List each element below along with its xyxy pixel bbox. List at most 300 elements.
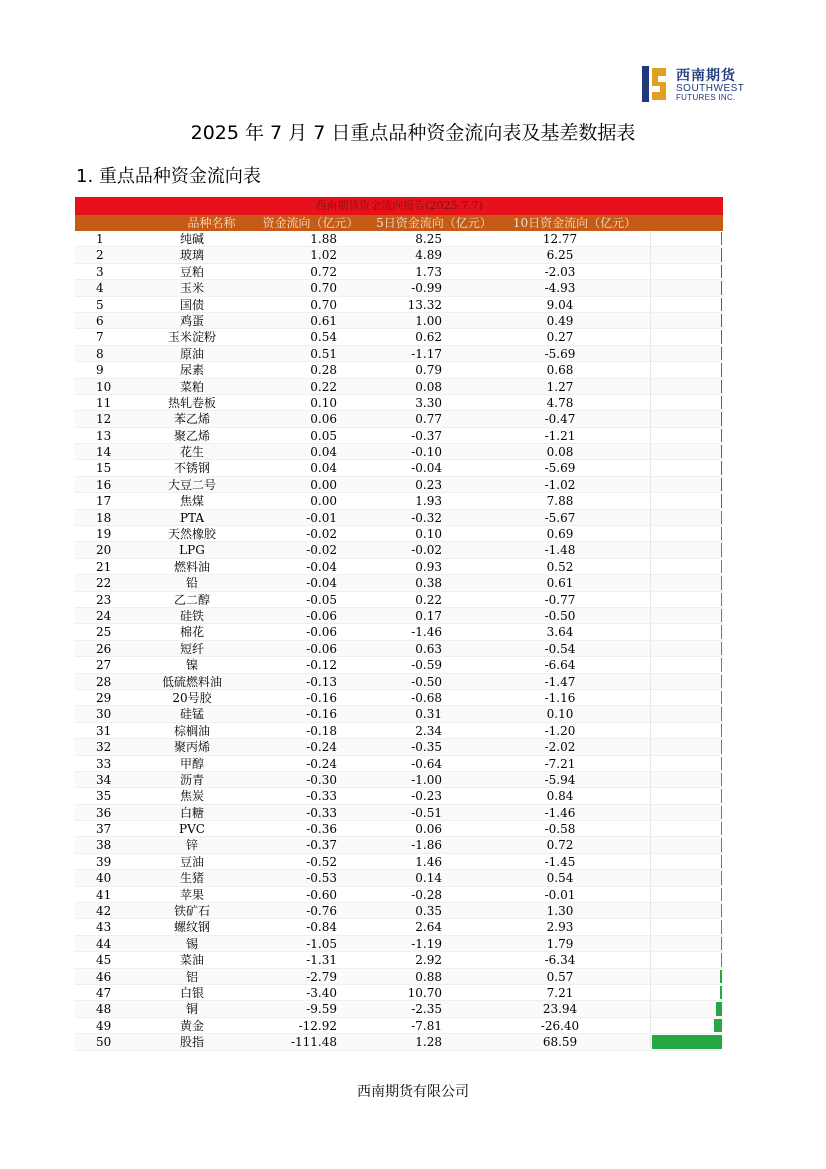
- row-flow-bar-cell: [650, 723, 723, 738]
- row-flow-bar-cell: [650, 821, 723, 836]
- row-flow: -0.60: [306, 887, 337, 902]
- row-flow-bar-cell: [650, 346, 723, 361]
- table-row: [75, 674, 723, 690]
- row-index: 50: [96, 1035, 112, 1050]
- row-flow-5d: 2.92: [415, 953, 442, 968]
- row-flow-bar: [721, 707, 722, 720]
- row-flow-10d: -0.47: [544, 412, 576, 427]
- row-flow-bar-cell: [650, 919, 723, 934]
- row-flow-bar-cell: [650, 264, 723, 279]
- row-name: 玉米: [179, 281, 204, 296]
- row-flow-bar-cell: [650, 592, 723, 607]
- row-flow-bar: [721, 937, 722, 950]
- row-index: 5: [96, 297, 104, 312]
- table-row: [75, 969, 723, 985]
- row-flow-10d: -2.02: [544, 740, 576, 755]
- row-flow-10d: -26.40: [540, 1018, 580, 1033]
- row-flow: 0.51: [310, 346, 337, 361]
- row-flow-bar-cell: [650, 854, 723, 869]
- table-row: [75, 608, 723, 624]
- row-name: 硅锰: [179, 707, 204, 722]
- row-flow-bar-cell: [650, 985, 723, 1000]
- row-flow-10d: 3.64: [546, 625, 574, 640]
- row-flow-bar-cell: [650, 1001, 723, 1016]
- row-flow: -0.84: [306, 920, 337, 935]
- table-row: [75, 887, 723, 903]
- row-flow-bar-cell: [650, 624, 723, 639]
- document-title: 2025 年 7 月 7 日重点品种资金流向表及基差数据表: [190, 122, 636, 144]
- row-name: 不锈钢: [173, 461, 210, 476]
- row-flow: -0.13: [306, 674, 337, 689]
- row-flow-5d: 0.35: [415, 904, 442, 919]
- row-flow-bar: [721, 609, 722, 622]
- row-name: 菜油: [179, 953, 204, 968]
- row-flow: -9.59: [306, 1002, 337, 1017]
- row-flow-bar-cell: [650, 510, 723, 525]
- row-flow: -111.48: [290, 1035, 337, 1050]
- row-flow-10d: 0.69: [546, 527, 574, 542]
- table-row: [75, 1018, 723, 1034]
- row-name: 玻璃: [179, 248, 204, 263]
- row-index: 20: [96, 543, 112, 558]
- row-name: 白糖: [179, 805, 204, 820]
- row-flow-bar: [721, 298, 722, 311]
- row-flow-bar: [721, 330, 722, 343]
- row-flow-bar: [721, 380, 722, 393]
- row-flow-5d: 1.28: [415, 1035, 442, 1050]
- row-flow: 0.70: [310, 297, 337, 312]
- row-flow-bar: [721, 724, 722, 737]
- row-index: 25: [96, 625, 112, 640]
- row-index: 8: [96, 346, 104, 361]
- row-flow: 0.04: [310, 461, 337, 476]
- row-flow-bar: [721, 232, 722, 245]
- row-name: 铁矿石: [173, 904, 210, 919]
- row-index: 29: [96, 690, 112, 705]
- table-row: [75, 641, 723, 657]
- row-flow-10d: -0.58: [544, 822, 576, 837]
- row-flow-5d: 1.46: [415, 854, 442, 869]
- row-flow: 0.04: [310, 445, 337, 460]
- row-flow-5d: 3.30: [415, 395, 442, 410]
- table-row: [75, 723, 723, 739]
- row-index: 30: [96, 707, 112, 722]
- row-name: PTA: [179, 510, 205, 525]
- row-flow-bar-cell: [650, 297, 723, 312]
- row-flow-5d: 0.63: [415, 641, 442, 656]
- row-flow-bar-cell: [650, 1018, 723, 1033]
- row-flow-10d: 0.54: [546, 871, 574, 886]
- row-flow-bar-cell: [650, 379, 723, 394]
- table-row: [75, 690, 723, 706]
- row-flow-10d: -1.46: [544, 805, 576, 820]
- row-index: 43: [96, 920, 112, 935]
- row-flow: -0.36: [306, 822, 337, 837]
- row-flow-bar-cell: [650, 657, 723, 672]
- header-flow-5d: 5日资金流向（亿元）: [376, 216, 492, 230]
- row-name: 焦炭: [179, 789, 204, 804]
- table-row: [75, 379, 723, 395]
- row-index: 23: [96, 592, 112, 607]
- row-index: 41: [96, 887, 112, 902]
- table-row: [75, 936, 723, 952]
- row-index: 40: [96, 871, 112, 886]
- row-name: 国债: [179, 297, 204, 312]
- row-flow-10d: 1.27: [546, 379, 574, 394]
- row-flow-bar-cell: [650, 674, 723, 689]
- row-name: 锌: [185, 838, 198, 853]
- row-flow-10d: 7.21: [546, 985, 574, 1000]
- row-name: 菜粕: [179, 379, 204, 394]
- row-flow-bar: [721, 658, 722, 671]
- row-flow-10d: 12.77: [542, 232, 578, 246]
- row-flow-10d: 0.27: [546, 330, 574, 345]
- row-flow-5d: -2.35: [411, 1002, 442, 1017]
- row-flow-bar: [721, 757, 722, 770]
- table-row: [75, 297, 723, 313]
- row-flow-5d: 0.06: [415, 822, 442, 837]
- table-header: [75, 215, 723, 231]
- row-flow-10d: 2.93: [546, 920, 574, 935]
- table-row: [75, 280, 723, 296]
- row-flow-5d: 1.00: [415, 313, 442, 328]
- row-flow-bar-cell: [650, 477, 723, 492]
- row-index: 10: [96, 379, 112, 394]
- row-flow-bar-cell: [650, 837, 723, 852]
- row-name: 沥青: [179, 772, 204, 787]
- fund-flow-table: [75, 197, 723, 1051]
- row-name: 低硫燃料油: [161, 674, 222, 689]
- row-flow-bar-cell: [650, 706, 723, 721]
- row-flow-10d: 4.78: [546, 395, 574, 410]
- row-flow-bar: [721, 838, 722, 851]
- row-flow-bar: [721, 691, 722, 704]
- row-flow-5d: -1.00: [411, 772, 442, 787]
- table-row: [75, 837, 723, 853]
- row-name: 苹果: [179, 887, 204, 902]
- row-flow-5d: 0.08: [415, 379, 442, 394]
- row-flow-bar-cell: [650, 887, 723, 902]
- row-flow-5d: 0.10: [415, 527, 442, 542]
- table-row: [75, 870, 723, 886]
- row-flow: -0.16: [306, 707, 337, 722]
- row-index: 48: [96, 1002, 112, 1017]
- row-flow: -3.40: [306, 985, 337, 1000]
- row-index: 6: [96, 313, 104, 328]
- row-flow-10d: -2.03: [544, 264, 576, 279]
- row-flow: -0.24: [306, 740, 337, 755]
- row-flow: -1.31: [306, 953, 337, 968]
- row-flow-10d: -0.54: [544, 641, 576, 656]
- row-index: 28: [96, 674, 112, 689]
- row-flow-10d: -5.67: [544, 510, 576, 525]
- row-index: 14: [96, 445, 112, 460]
- row-name: 苯乙烯: [173, 412, 210, 427]
- row-flow-10d: 0.08: [546, 445, 574, 460]
- row-index: 22: [96, 576, 112, 591]
- row-flow-10d: -4.93: [544, 281, 576, 296]
- row-flow-bar: [721, 248, 722, 261]
- table-row: [75, 542, 723, 558]
- row-flow-5d: -1.19: [411, 936, 442, 951]
- row-name: 燃料油: [173, 559, 210, 574]
- row-flow: 0.28: [310, 363, 337, 378]
- row-index: 32: [96, 740, 112, 755]
- row-flow-bar-cell: [650, 936, 723, 951]
- row-index: 15: [96, 461, 112, 476]
- table-row: [75, 756, 723, 772]
- row-flow-10d: -1.48: [544, 543, 576, 558]
- table-row: [75, 919, 723, 935]
- row-flow-bar-cell: [650, 362, 723, 377]
- row-flow-bar: [721, 396, 722, 409]
- section-title: 1. 重点品种资金流向表: [76, 166, 261, 187]
- table-row: [75, 460, 723, 476]
- row-index: 27: [96, 658, 112, 673]
- row-name: 豆粕: [179, 264, 204, 279]
- row-flow-bar-cell: [650, 969, 723, 984]
- row-flow-10d: -1.02: [544, 477, 576, 492]
- row-flow-5d: -1.17: [411, 346, 442, 361]
- row-flow-5d: 4.89: [415, 248, 442, 263]
- row-flow-bar: [721, 363, 722, 376]
- row-index: 31: [96, 723, 112, 738]
- table-row: [75, 772, 723, 788]
- row-flow-10d: 0.10: [546, 707, 574, 722]
- logo-name-en-sub: FUTURES INC.: [676, 93, 736, 102]
- row-flow-10d: -1.16: [544, 690, 576, 705]
- row-flow: -0.30: [306, 772, 337, 787]
- row-flow: 0.72: [310, 264, 337, 279]
- row-name: 铝: [185, 969, 198, 984]
- row-flow-5d: -1.86: [411, 838, 442, 853]
- row-flow-5d: -0.59: [411, 658, 442, 673]
- row-flow-bar-cell: [650, 903, 723, 918]
- row-flow-bar: [721, 543, 722, 556]
- row-flow-5d: 1.73: [415, 264, 442, 279]
- row-name: 硅铁: [179, 608, 204, 623]
- row-flow-5d: -0.68: [411, 690, 442, 705]
- row-flow-10d: -5.69: [544, 346, 576, 361]
- row-flow-5d: -0.51: [411, 805, 442, 820]
- row-flow-10d: -1.21: [544, 428, 576, 443]
- row-flow-bar-cell: [650, 870, 723, 885]
- row-flow-5d: -0.64: [411, 756, 442, 771]
- row-flow-bar-cell: [650, 313, 723, 328]
- logo-name-en: SOUTHWEST: [676, 83, 745, 94]
- row-name: 铜: [185, 1002, 198, 1017]
- row-flow-bar: [721, 347, 722, 360]
- row-flow-10d: -1.47: [544, 674, 576, 689]
- row-flow-bar-cell: [650, 772, 723, 787]
- table-row: [75, 592, 723, 608]
- table-row: [75, 1001, 723, 1017]
- row-flow-10d: -0.77: [544, 592, 576, 607]
- row-flow-10d: 9.04: [546, 297, 574, 312]
- row-flow-5d: 8.25: [415, 232, 442, 246]
- row-flow: -0.04: [306, 576, 337, 591]
- row-flow-bar-cell: [650, 526, 723, 541]
- row-flow-bar-cell: [650, 608, 723, 623]
- row-flow-5d: -0.32: [411, 510, 442, 525]
- row-flow-5d: 13.32: [407, 297, 442, 312]
- row-flow: -0.18: [306, 723, 337, 738]
- row-flow-10d: 0.57: [546, 969, 574, 984]
- row-flow: 0.61: [310, 313, 337, 328]
- row-name: 20号胶: [172, 690, 212, 705]
- row-index: 24: [96, 608, 112, 623]
- row-flow-bar-cell: [650, 460, 723, 475]
- row-flow-bar: [721, 576, 722, 589]
- row-flow-bar-cell: [650, 952, 723, 967]
- table-caption: 西南期货资金流向报告(2025.7.7): [75, 197, 723, 215]
- row-flow-5d: 2.64: [415, 920, 442, 935]
- row-index: 11: [96, 395, 112, 410]
- row-flow: -12.92: [298, 1018, 337, 1033]
- table-row: [75, 985, 723, 1001]
- row-name: LPG: [179, 543, 205, 558]
- row-name: PVC: [179, 822, 205, 837]
- table-row: [75, 411, 723, 427]
- row-flow-bar-cell: [650, 428, 723, 443]
- row-flow-bar: [721, 527, 722, 540]
- row-flow-bar-cell: [650, 329, 723, 344]
- row-flow: 0.10: [310, 395, 337, 410]
- row-flow-bar-cell: [650, 559, 723, 574]
- row-name: 天然橡胶: [167, 527, 216, 542]
- row-name: 焦煤: [179, 494, 204, 509]
- row-name: 尿素: [179, 363, 204, 378]
- row-index: 36: [96, 805, 112, 820]
- row-flow-bar-cell: [650, 280, 723, 295]
- row-flow-bar: [721, 806, 722, 819]
- row-flow: 1.88: [310, 232, 337, 246]
- row-flow-10d: -6.34: [544, 953, 576, 968]
- row-index: 19: [96, 527, 112, 542]
- row-flow-bar: [721, 822, 722, 835]
- table-row: [75, 854, 723, 870]
- row-flow-bar: [721, 511, 722, 524]
- row-index: 42: [96, 904, 112, 919]
- row-flow: -0.52: [306, 854, 337, 869]
- row-index: 46: [96, 969, 112, 984]
- row-name: 玉米淀粉: [167, 330, 216, 345]
- row-flow-5d: -7.81: [411, 1018, 442, 1033]
- row-flow-bar: [721, 642, 722, 655]
- row-flow-10d: 0.61: [546, 576, 574, 591]
- row-flow-5d: 0.88: [415, 969, 442, 984]
- row-flow-10d: -1.45: [544, 854, 576, 869]
- table-row: [75, 395, 723, 411]
- row-flow-5d: -0.10: [411, 445, 442, 460]
- row-index: 47: [96, 985, 112, 1000]
- row-flow-bar-cell: [650, 1034, 723, 1049]
- row-flow-bar: [721, 675, 722, 688]
- row-flow-10d: 0.52: [546, 559, 574, 574]
- row-flow-bar: [721, 560, 722, 573]
- row-flow-bar: [721, 871, 722, 884]
- row-flow-bar-cell: [650, 542, 723, 557]
- row-index: 7: [96, 330, 104, 345]
- row-flow-bar-cell: [650, 739, 723, 754]
- header-flow: 资金流向（亿元）: [262, 216, 359, 230]
- row-flow-bar: [721, 445, 722, 458]
- row-flow-10d: -0.01: [544, 887, 576, 902]
- row-flow-5d: 0.93: [415, 559, 442, 574]
- row-flow: -0.01: [306, 510, 337, 525]
- row-index: 49: [96, 1018, 112, 1033]
- row-flow: 0.54: [310, 330, 337, 345]
- table-row: [75, 313, 723, 329]
- row-name: 热轧卷板: [167, 395, 216, 410]
- row-flow: -0.33: [306, 805, 337, 820]
- row-flow-5d: 0.62: [415, 330, 442, 345]
- table-row: [75, 264, 723, 280]
- row-flow-5d: -0.35: [411, 740, 442, 755]
- row-flow-5d: 0.31: [415, 707, 442, 722]
- row-flow-bar-cell: [650, 395, 723, 410]
- row-name: 原油: [179, 346, 204, 361]
- row-flow-bar-cell: [650, 231, 723, 246]
- row-flow-10d: -6.64: [544, 658, 576, 673]
- row-flow: 1.02: [310, 248, 337, 263]
- row-index: 2: [96, 248, 104, 263]
- company-logo: [640, 62, 760, 106]
- row-flow: 0.22: [310, 379, 337, 394]
- row-flow-5d: 0.23: [415, 477, 442, 492]
- table-row: [75, 903, 723, 919]
- row-flow: -0.05: [306, 592, 337, 607]
- row-flow-bar-cell: [650, 493, 723, 508]
- row-flow-10d: 0.84: [546, 789, 574, 804]
- row-flow-10d: 68.59: [542, 1035, 578, 1050]
- row-flow: 0.00: [310, 494, 337, 509]
- row-flow-10d: 1.30: [546, 904, 574, 919]
- row-flow-bar: [652, 1035, 722, 1048]
- row-name: 短纤: [179, 641, 204, 656]
- row-flow: 0.00: [310, 477, 337, 492]
- table-row: [75, 575, 723, 591]
- row-flow-10d: -5.94: [544, 772, 576, 787]
- row-flow: -0.16: [306, 690, 337, 705]
- table-row: [75, 362, 723, 378]
- row-flow-bar: [721, 920, 722, 933]
- row-flow: -0.06: [306, 625, 337, 640]
- row-flow-bar: [721, 412, 722, 425]
- table-row: [75, 428, 723, 444]
- row-flow: -0.04: [306, 559, 337, 574]
- row-index: 39: [96, 854, 112, 869]
- row-index: 1: [96, 232, 104, 246]
- row-name: 纯碱: [179, 232, 204, 246]
- row-flow: -0.06: [306, 641, 337, 656]
- row-flow-10d: 7.88: [546, 494, 574, 509]
- row-flow: -2.79: [306, 969, 337, 984]
- row-flow-5d: -0.28: [411, 887, 442, 902]
- row-flow-bar-cell: [650, 411, 723, 426]
- row-name: 豆油: [179, 854, 204, 869]
- row-flow-5d: 1.93: [415, 494, 442, 509]
- row-name: 铅: [185, 576, 198, 591]
- row-flow-5d: 10.70: [407, 985, 442, 1000]
- row-flow-bar: [721, 740, 722, 753]
- row-flow-bar: [721, 773, 722, 786]
- row-flow-10d: 23.94: [542, 1002, 578, 1017]
- row-flow-10d: 0.68: [546, 363, 574, 378]
- row-index: 33: [96, 756, 112, 771]
- row-name: 甲醇: [179, 756, 204, 771]
- row-flow: -0.53: [306, 871, 337, 886]
